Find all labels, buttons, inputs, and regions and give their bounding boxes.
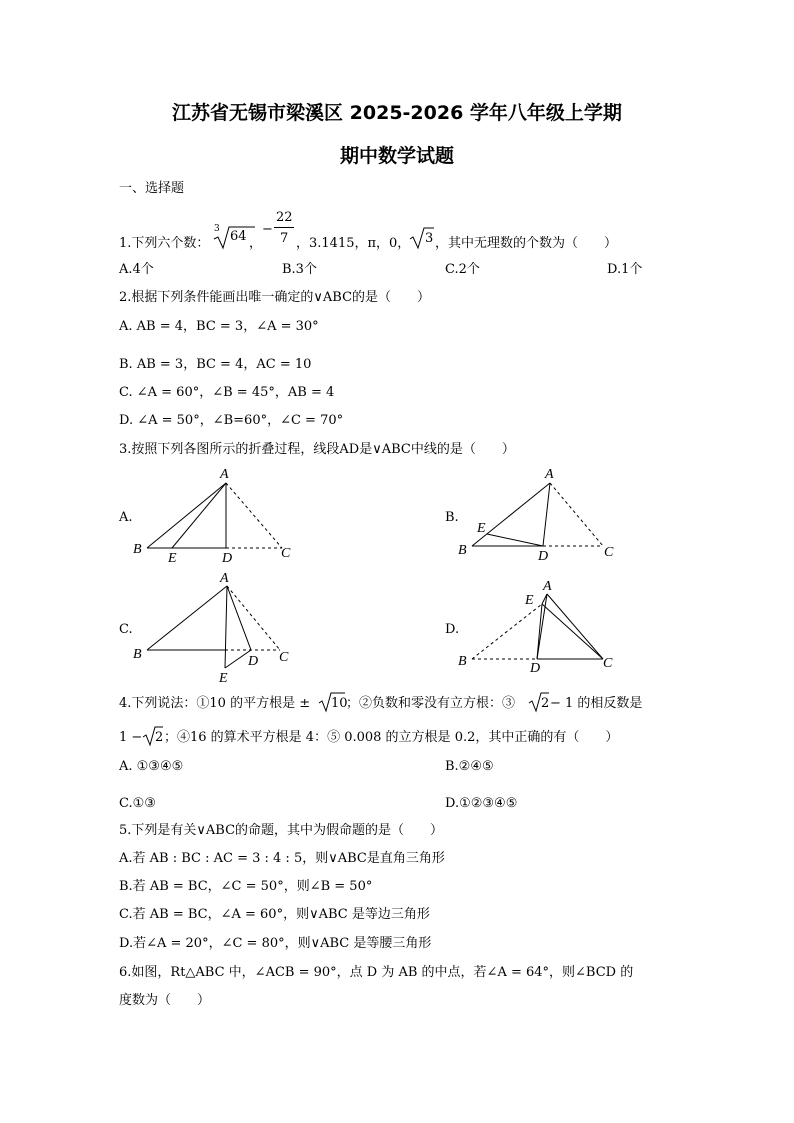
fraction-minus: − [262, 222, 273, 237]
q3-fig-label-c: C. [119, 622, 133, 637]
fraction-bar [274, 227, 294, 228]
figure-d-label-c: C [603, 656, 613, 671]
q4-stem-mid: ；②负数和零没有立方根：③ [346, 696, 516, 711]
q5-option-d: D.若∠A = 20°，∠C = 80°，则∨ABC 是等腰三角形 [119, 936, 432, 951]
q6-line1: 6.如图，Rt△ABC 中，∠ACB = 90°，点 D 为 AB 的中点，若∠A = 64°，则∠BCD 的 [119, 965, 634, 980]
page-title: 江苏省无锡市梁溪区 2025-2026 学年八年级上学期 [172, 102, 622, 124]
q4-option-c: C.①③ [119, 796, 156, 811]
sqrt10-radicand: 10 [331, 696, 348, 711]
cube-root-radicand: 64 [230, 229, 247, 244]
q3-stem: 3.按照下列各图所示的折叠过程，线段AD是∨ABC中线的是（ ） [119, 442, 515, 457]
figure-d [455, 574, 625, 684]
q4-stem-line1: 4.下列说法：①10 的平方根是 ± [119, 696, 311, 711]
figure-a-label-a: A [220, 467, 229, 482]
figure-d-label-a: A [543, 579, 552, 594]
figure-b-label-e: E [477, 521, 486, 536]
figure-b-label-b: B [458, 543, 467, 558]
page-subtitle: 期中数学试题 [339, 145, 454, 167]
q5-stem: 5.下列是有关∨ABC的命题，其中为假命题的是（ ） [119, 823, 444, 838]
q2-option-d: D. ∠A = 50°，∠B=60°，∠C = 70° [119, 413, 344, 428]
figure-a-label-c: C [281, 546, 291, 561]
q5-option-b: B.若 AB = BC，∠C = 50°，则∠B = 50° [119, 879, 373, 894]
figure-d-label-e: E [525, 593, 534, 608]
q5-option-c: C.若 AB = BC，∠A = 60°，则∨ABC 是等边三角形 [119, 907, 430, 922]
q1-values: ，3.1415，π，0， [296, 236, 411, 251]
q1-option-c: C.2个 [445, 262, 480, 277]
figure-d-label-b: B [458, 654, 467, 669]
fraction-numerator: 22 [276, 210, 293, 225]
q2-option-a: A. AB = 4，BC = 3，∠A = 30° [119, 319, 319, 334]
q3-fig-label-d: D. [445, 622, 460, 637]
sqrt-radicand: 3 [425, 231, 434, 246]
fraction-denominator: 7 [280, 231, 289, 246]
q5-option-a: A.若 AB : BC : AC = 3 : 4 : 5，则∨ABC是直角三角形 [119, 851, 445, 866]
figure-c [130, 570, 300, 685]
figure-b-label-d: D [538, 549, 549, 564]
section-heading: 一、选择题 [119, 181, 185, 196]
q4-option-d: D.①②③④⑤ [445, 796, 518, 811]
q4-line2-prefix: 1 − [119, 730, 143, 745]
q2-option-b: B. AB = 3，BC = 4，AC = 10 [119, 357, 312, 372]
figure-c-label-e: E [219, 671, 228, 685]
q1-option-d: D.1个 [607, 262, 643, 277]
q4-stem-mid2: − 1 的相反数是 [550, 696, 643, 711]
q4-option-b: B.②④⑤ [445, 759, 494, 774]
q1-option-b: B.3个 [282, 262, 317, 277]
q3-fig-label-b: B. [445, 510, 459, 525]
cube-root-index: 3 [214, 224, 220, 234]
q6-line2: 度数为（ ） [119, 993, 211, 1008]
q1-tail: ，其中无理数的个数为（ ） [435, 236, 618, 251]
q4-line2-rest: ；④16 的算术平方根是 4：⑤ 0.008 的立方根是 0.2，其中正确的有（ ） [164, 730, 619, 745]
figure-c-label-d: D [248, 654, 259, 669]
figure-b [455, 462, 625, 567]
sqrt2-radicand-line2: 2 [155, 730, 164, 745]
sqrt2-radicand: 2 [541, 696, 550, 711]
figure-c-label-b: B [133, 647, 142, 662]
figure-a-label-b: B [133, 542, 142, 557]
q4-option-a: A. ①③④⑤ [119, 759, 184, 774]
figure-a-label-d: D [222, 551, 233, 566]
q2-stem: 2.根据下列条件能画出唯一确定的∨ABC的是（ ） [119, 290, 431, 305]
figure-c-label-c: C [279, 650, 289, 665]
figure-b-label-a: A [545, 467, 554, 482]
figure-c-label-a: A [220, 571, 229, 586]
q1-option-a: A.4个 [119, 262, 154, 277]
figure-a [130, 462, 300, 567]
figure-b-label-c: C [604, 545, 614, 560]
q3-fig-label-a: A. [119, 510, 133, 525]
q2-option-c: C. ∠A = 60°，∠B = 45°，AB = 4 [119, 385, 335, 400]
figure-d-label-d: D [530, 661, 541, 676]
figure-a-label-e: E [168, 551, 177, 566]
q1-lead: 1.下列六个数： [119, 236, 210, 251]
